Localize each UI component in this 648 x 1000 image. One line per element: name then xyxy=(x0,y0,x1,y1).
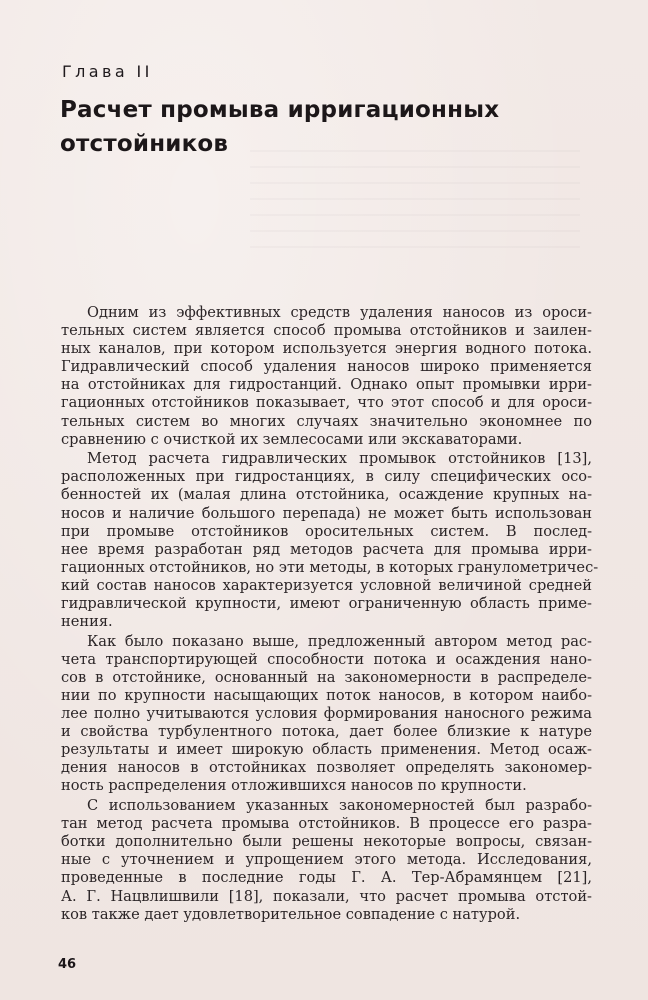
text-line: нее время разработан ряд методов расчета для промыва ирри- xyxy=(61,540,592,558)
text-line: тан метод расчета промыва отстойников. В процессе его разра- xyxy=(61,815,592,833)
text-line: при промыве отстойников оросительных систем. В послед- xyxy=(61,522,592,540)
paragraph xyxy=(61,797,592,924)
page-number: 46 xyxy=(58,957,77,972)
show-through-text xyxy=(250,150,580,260)
text-line: ков также дает удовлетворительное совпадение с натурой. xyxy=(61,905,521,923)
text-line: и свойства турбулентного потока, дает более близкие к натуре xyxy=(61,723,592,741)
text-line: С использованием указанных закономерностей был разрабо- xyxy=(87,797,592,815)
text-line: тельных систем является способ промыва отстойников и заилен- xyxy=(61,322,592,340)
text-line: на отстойниках для гидростанций. Однако опыт промывки ирри- xyxy=(61,376,592,394)
paragraph xyxy=(61,633,592,796)
body-text xyxy=(61,304,599,925)
text-line: Гидравлический способ удаления наносов широко применяется xyxy=(61,358,592,376)
chapter-title-line: отстойников xyxy=(60,131,229,157)
text-line: гидравлической крупности, имеют ограниченную область приме- xyxy=(61,595,592,612)
chapter-title-line: Расчет промыва ирригационных xyxy=(60,97,500,123)
text-line: ботки дополнительно были решены некоторые вопросы, связан- xyxy=(61,833,592,851)
text-line: чета транспортирующей способности потока и осаждения нано- xyxy=(61,650,592,668)
text-line: проведенные в последние годы Г. А. Тер-Абрамянцем [21], xyxy=(61,869,592,887)
text-line: лее полно учитываются условия формирования наносного режима xyxy=(61,705,592,723)
text-line: носов и наличие большого перепада) не может быть использован xyxy=(61,504,592,522)
chapter-title xyxy=(60,93,580,161)
paragraph xyxy=(61,304,592,449)
text-line: А. Г. Нацвлишвили [18], показали, что расчет промыва отстой- xyxy=(61,887,592,905)
text-line: ных каналов, при котором используется энергия водного потока. xyxy=(61,340,592,358)
chapter-label: Глава II xyxy=(62,62,153,81)
text-line: сов в отстойнике, основанный на закономерности в распределе- xyxy=(61,668,592,686)
text-line: нения. xyxy=(61,613,113,631)
text-line: гационных отстойников показывает, что этот способ и для ороси- xyxy=(61,394,592,412)
text-line: нии по крупности насыщающих поток наносов, в котором наибо- xyxy=(61,686,592,704)
text-line: тельных систем во многих случаях значительно экономнее по xyxy=(61,412,592,430)
text-line: бенностей их (малая длина отстойника, осаждение крупных на- xyxy=(61,486,592,504)
text-line: ные с уточнением и упрощением этого метода. Исследования, xyxy=(61,851,592,869)
text-line: сравнению с очисткой их землесосами или экскаваторами. xyxy=(61,430,523,448)
text-line: гационных отстойников, но эти методы, в которых гранулометричес- xyxy=(61,558,599,576)
text-line: дения наносов в отстойниках позволяет определять закономер- xyxy=(61,759,592,777)
text-line: ность распределения отложившихся наносов по крупности. xyxy=(61,777,527,795)
text-line: кий состав наносов характеризуется условной величиной средней xyxy=(61,576,592,594)
text-line: Одним из эффективных средств удаления наносов из ороси- xyxy=(87,304,592,321)
text-line: Метод расчета гидравлических промывок отстойников [13], xyxy=(87,450,592,468)
text-line: расположенных при гидростанциях, в силу специфических осо- xyxy=(61,468,592,486)
text-line: Как было показано выше, предложенный автором метод рас- xyxy=(87,632,592,650)
text-line: результаты и имеет широкую область применения. Метод осаж- xyxy=(61,741,592,759)
paragraph xyxy=(61,450,599,631)
